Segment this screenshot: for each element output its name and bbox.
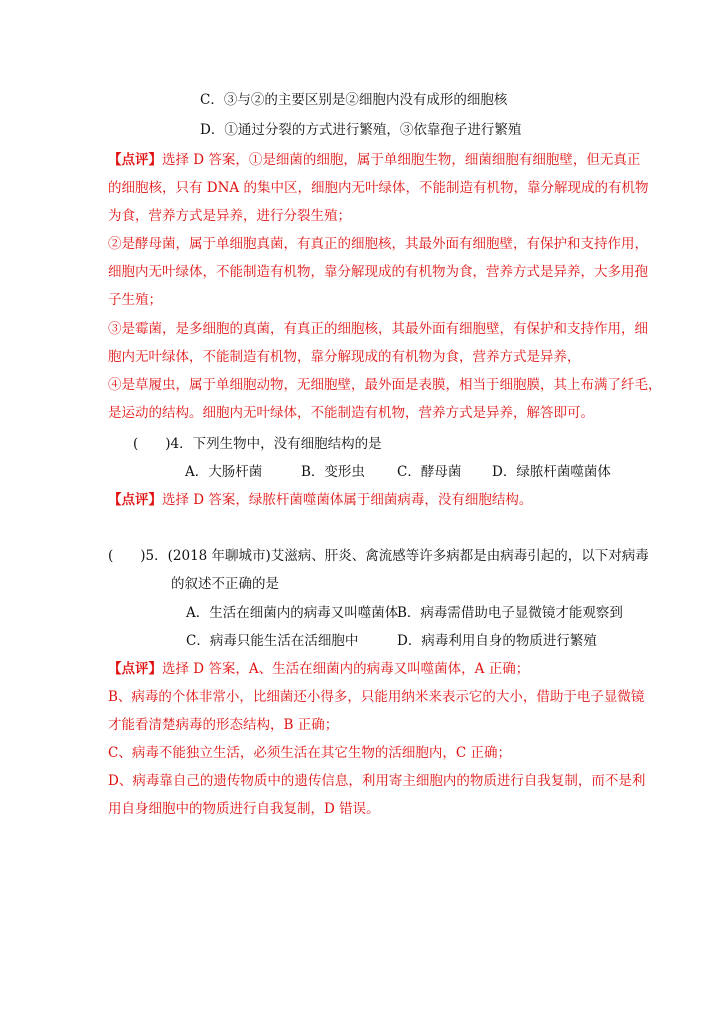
q5-option-c: C．病毒只能生活在活细胞中: [186, 633, 359, 649]
q5-comment-line: 用自身细胞中的物质进行自我复制，D 错误。: [108, 801, 380, 817]
q4-option-c: C．酵母菌: [397, 464, 462, 480]
q3-comment-line: 子生殖；: [108, 292, 162, 308]
q3-option-d: D．①通过分裂的方式进行繁殖，③依靠孢子进行繁殖: [200, 122, 522, 138]
q3-comment-line: 细胞内无叶绿体，不能制造有机物，靠分解现成的有机物为食，营养方式是异养，大多用孢: [108, 264, 648, 280]
q4-comment: 【点评】选择 D 答案，绿脓杆菌噬菌体属于细菌病毒，没有细胞结构。: [108, 492, 533, 508]
q3-comment-line: ④是草履虫，属于单细胞动物，无细胞壁，最外面是表膜，相当于细胞膜，其上布满了纤毛，: [108, 377, 662, 393]
q3-option-c: C．③与②的主要区别是②细胞内没有成形的细胞核: [200, 92, 508, 108]
q3-comment-line: 为食，营养方式是异养，进行分裂生殖；: [108, 208, 351, 224]
q3-comment-line: 【点评】选择 D 答案，①是细菌的细胞，属于单细胞生物，细菌细胞有细胞壁，但无真正: [108, 152, 641, 168]
q4-stem: ( )4．下列生物中，没有细胞结构的是: [133, 436, 382, 452]
q5-comment-line: 才能看清楚病毒的形态结构，B 正确；: [108, 717, 339, 733]
q4-option-a: A．大肠杆菌: [185, 464, 263, 480]
q4-option-b: B．变形虫: [301, 464, 365, 480]
q5-option-b: B．病毒需借助电子显微镜才能观察到: [397, 605, 623, 621]
q3-comment-line: ③是霉菌，是多细胞的真菌，有真正的细胞核，其最外面有细胞壁，有保护和支持作用，细: [108, 321, 648, 337]
q3-comment-line: ②是酵母菌，属于单细胞真菌，有真正的细胞核，其最外面有细胞壁，有保护和支持作用，: [108, 236, 648, 252]
q3-comment-line: 的细胞核，只有 DNA 的集中区，细胞内无叶绿体，不能制造有机物，靠分解现成的有机物: [108, 180, 649, 196]
comment-label: 【点评】: [108, 152, 162, 168]
q4-option-d: D．绿脓杆菌噬菌体: [492, 464, 611, 480]
q5-option-d: D．病毒利用自身的物质进行繁殖: [397, 633, 597, 649]
q3-comment-line: 胞内无叶绿体，不能制造有机物，靠分解现成的有机物为食，营养方式是异养，: [108, 349, 581, 365]
q5-stem-cont: 的叙述不正确的是: [171, 576, 279, 592]
q5-comment-line: D、病毒靠自己的遗传物质中的遗传信息，利用寄主细胞内的物质进行自我复制，而不是利: [108, 773, 646, 789]
comment-label: 【点评】: [108, 661, 162, 677]
q5-comment-line: C、病毒不能独立生活，必须生活在其它生物的活细胞内，C 正确；: [108, 745, 511, 761]
q3-comment-line: 是运动的结构。细胞内无叶绿体，不能制造有机物，营养方式是异养，解答即可。: [108, 405, 594, 421]
q5-comment-line: 【点评】选择 D 答案，A、生活在细菌内的病毒又叫噬菌体，A 正确；: [108, 661, 530, 677]
q5-option-a: A．生活在细菌内的病毒又叫噬菌体: [186, 605, 399, 621]
comment-label: 【点评】: [108, 492, 162, 508]
q5-comment-line: B、病毒的个体非常小，比细菌还小得多，只能用纳米来表示它的大小，借助于电子显微镜: [108, 689, 645, 705]
q5-stem: ( )5．(2018 年聊城市)艾滋病、肝炎、禽流感等许多病都是由病毒引起的，以下对病毒: [108, 548, 649, 564]
